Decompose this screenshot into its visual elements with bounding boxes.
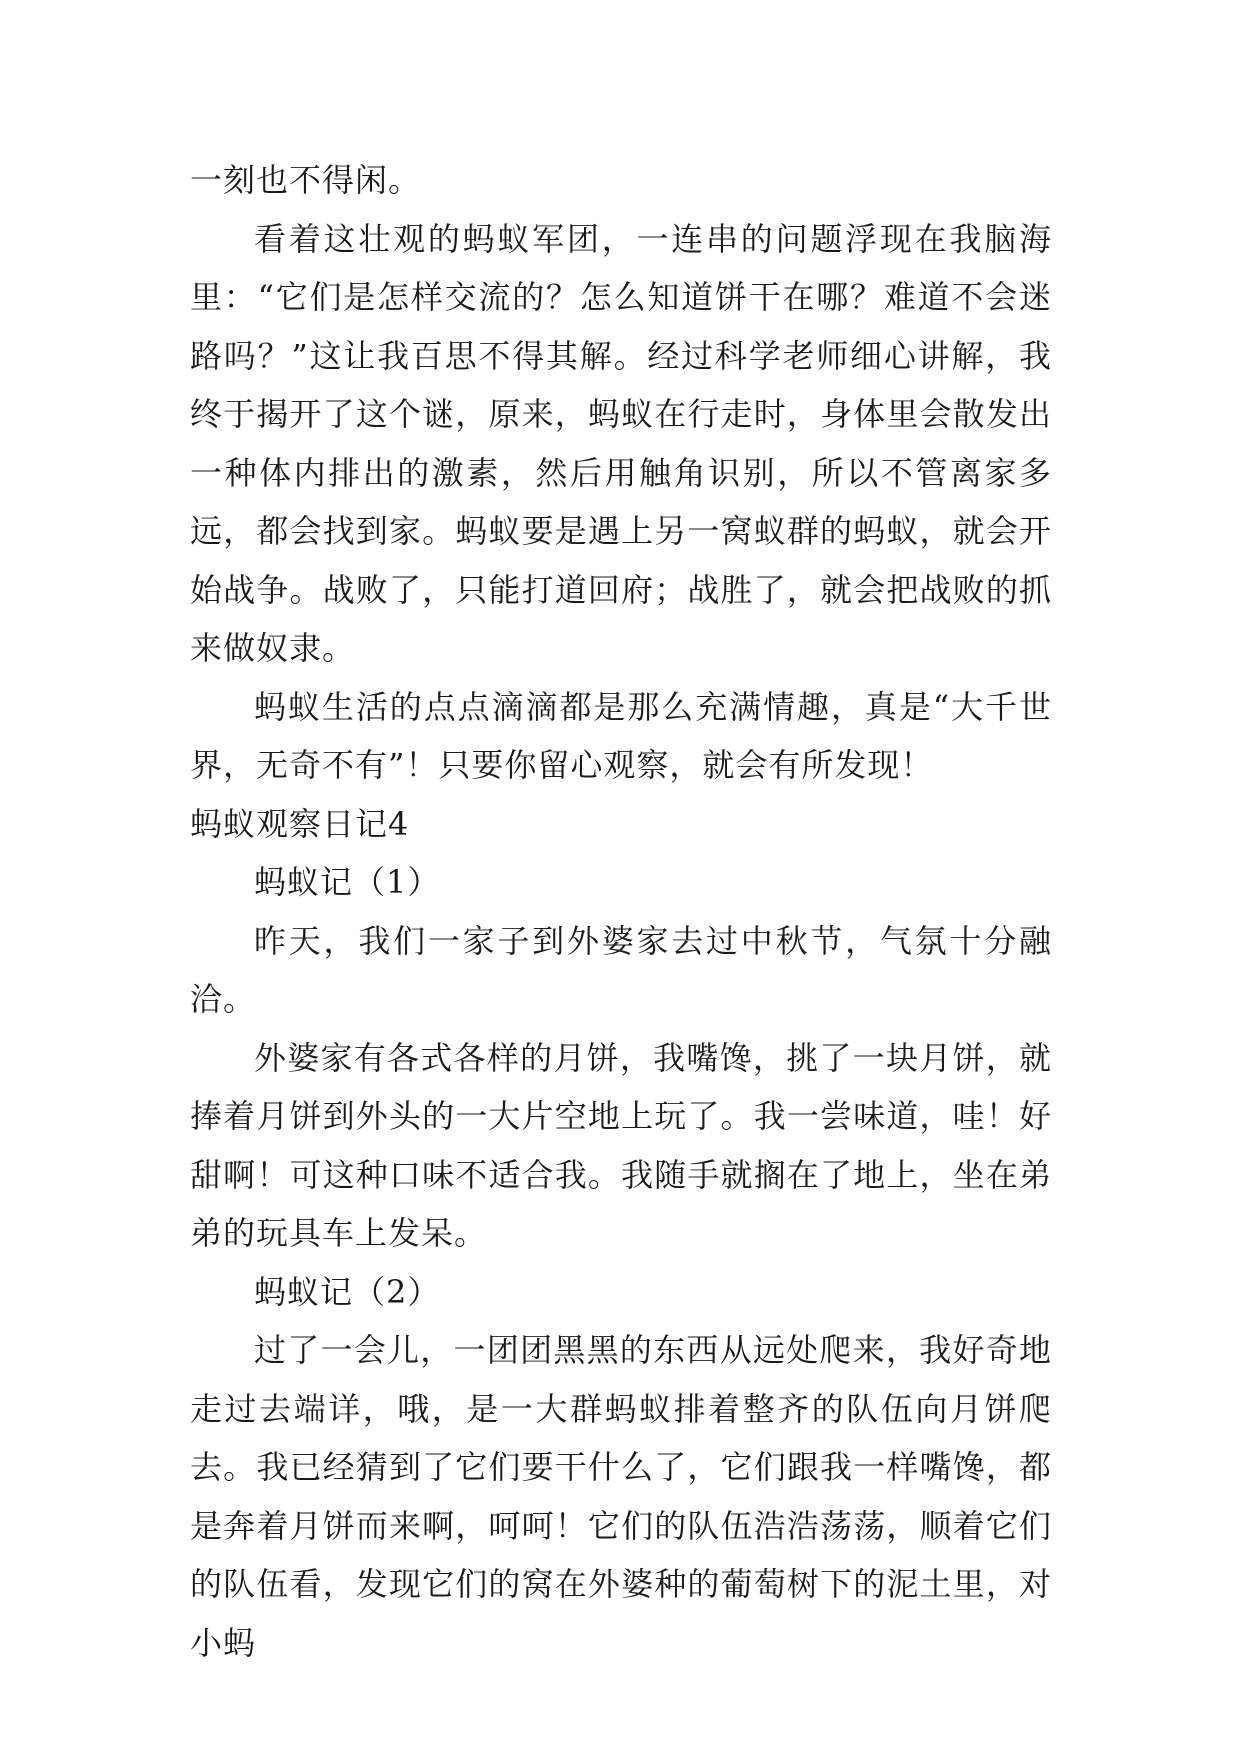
paragraph-ant-procession: 过了一会儿，一团团黑黑的东西从远处爬来，我好奇地走过去端详，哦，是一大群蚂蚁排着整齐的队伍向月饼爬去。我已经猜到了它们要干什么了，它们跟我一样嘴馋，都是奔着月饼而来啊，呵呵！它们的队伍浩浩荡荡，顺着它们的队伍看，发现它们的窝在外婆种的葡萄树下的泥土里，对小蚂: [190, 1331, 1052, 1662]
paragraph-conclusion: 蚂蚁生活的点点滴滴都是那么充满情趣，真是“大千世界，无奇不有”！只要你留心观察，就会有所发现！: [190, 687, 1052, 784]
paragraph-ant-army-questions: 看着这壮观的蚂蚁军团，一连串的问题浮现在我脑海里：“它们是怎样交流的？怎么知道饼干在哪？难道不会迷路吗？”这让我百思不得其解。经过科学老师细心讲解，我终于揭开了这个谜，原来，蚂蚁在行走时，身体里会散发出一种体内排出的激素，然后用触角识别，所以不管离家多远，都会找到家。蚂蚁要是遇上另一窝蚁群的蚂蚁，就会开始战争。战败了，只能打道回府；战胜了，就会把战败的抓来做奴隶。: [190, 219, 1052, 667]
subheading-ant-record-1: 蚂蚁记（1）: [254, 863, 441, 901]
paragraph-mid-autumn: 昨天，我们一家子到外婆家去过中秋节，气氛十分融洽。: [190, 921, 1052, 1018]
document-body: [190, 151, 1052, 1672]
section-title: 蚂蚁观察日记4: [190, 804, 410, 843]
subheading-ant-record-2: 蚂蚁记（2）: [254, 1272, 441, 1311]
paragraph-mooncake: 外婆家有各式各样的月饼，我嘴馋，挑了一块月饼，就捧着月饼到外头的一大片空地上玩了。我一尝味道，哇！好甜啊！可这种口味不适合我。我随手就搁在了地上，坐在弟弟的玩具车上发呆。: [190, 1038, 1052, 1252]
paragraph-continuation: 一刻也不得闲。: [190, 161, 422, 199]
